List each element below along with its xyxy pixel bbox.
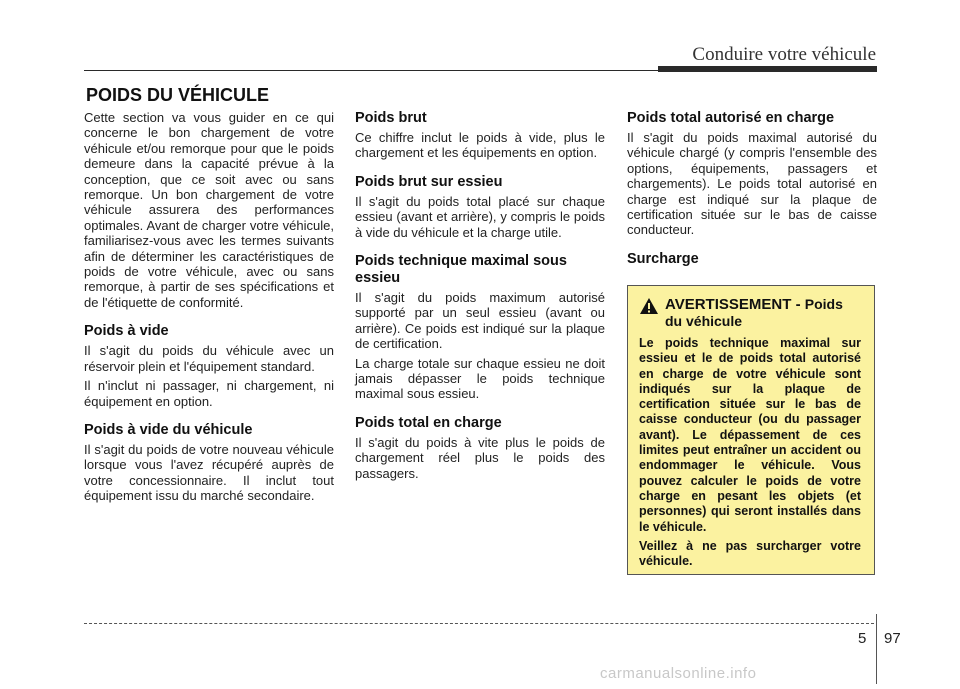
warning-paragraph-1: Le poids technique maximal sur essieu et le de poids total autorisé en charge de votre véhicule sont indiqués sur la plaque de certification située sur le bas de caisse conducteur (ou du passager avant). Le dépassement de ces limites peut entraîner un accident ou endommager le véhicule. Vous pouvez calculer le poids de votre charge en pesant les objets (et personnes) qui seront installés dans le véhicule. (639, 336, 861, 534)
warning-subtitle: Poids du véhicule (665, 296, 843, 329)
footer-dashed-rule (84, 623, 874, 624)
column-3 (627, 110, 877, 271)
heading-poids-brut-essieu: Poids brut sur essieu (355, 173, 503, 190)
chapter-title: Conduire votre véhicule (692, 44, 876, 65)
paragraph-poids-a-vide-vehicule: Il s'agit du poids de votre nouveau véhicule lorsque vous l'avez récupéré auprès de votre concessionnaire. Il inclut tout équipement issu du marché secondaire. (84, 441, 334, 504)
heading-poids-total-charge: Poids total en charge (355, 414, 502, 431)
paragraph-poids-a-vide-2: Il n'inclut ni passager, ni chargement, ni équipement en option. (84, 378, 334, 409)
paragraph-poids-total-charge: Il s'agit du poids à vite plus le poids de chargement réel plus le poids des passagers. (355, 434, 605, 481)
warning-triangle-icon (639, 297, 659, 315)
warning-header (639, 296, 861, 330)
warning-box (627, 285, 875, 575)
paragraph-poids-brut: Ce chiffre inclut le poids à vide, plus le chargement et les équipements en option. (355, 130, 605, 161)
heading-poids-a-vide: Poids à vide (84, 323, 169, 340)
intro-paragraph: Cette section va vous guider en ce qui concerne le bon chargement de votre véhicule et/ou remorque pour que le poids demeure dans la capacité prévue à la conception, que ce soit avec ou sans remorque. Un bon chargement de votre véhicule assurera des performances optimales. Avant de charger votre véhicule, familiarisez-vous avec les termes suivants afin de déterminer les caractéristiques de poids de votre véhicule, avec ou sans remorque, à partir de ses spécifications et de l'étiquette de conformité. (84, 110, 334, 310)
chapter-number: 5 (858, 630, 867, 647)
page-number-divider (876, 614, 877, 684)
column-1 (84, 110, 334, 508)
paragraph-poids-a-vide-1: Il s'agit du poids du véhicule avec un réservoir plein et l'équipement standard. (84, 343, 334, 374)
heading-poids-autorise: Poids total autorisé en charge (627, 110, 835, 126)
paragraph-poids-technique-2: La charge totale sur chaque essieu ne doit jamais dépasser le poids technique maximal sous essieu. (355, 355, 605, 402)
heading-surcharge: Surcharge (627, 250, 699, 267)
header-rule-thin (84, 70, 658, 71)
heading-poids-brut: Poids brut (355, 110, 427, 126)
heading-poids-a-vide-vehicule: Poids à vide du véhicule (84, 421, 253, 438)
header-rule-thick (658, 66, 877, 72)
section-title: POIDS DU VÉHICULE (86, 85, 270, 105)
heading-poids-technique: Poids technique maximal sous essieu (355, 253, 567, 287)
page-number: 97 (884, 630, 901, 647)
paragraph-poids-autorise: Il s'agit du poids maximal autorisé du véhicule chargé (y compris l'ensemble des options, équipements, passagers et chargements). Le poids total autorisé en charge est indiqué sur la plaque de certification située sur le bas de caisse conducteur. (627, 130, 877, 238)
column-2 (355, 110, 605, 485)
paragraph-poids-brut-essieu: Il s'agit du poids total placé sur chaque essieu (avant et arrière), y compris le poids à vide du véhicule et la charge utile. (355, 193, 605, 240)
warning-title (665, 296, 861, 330)
warning-paragraph-2: Veillez à ne pas surcharger votre véhicule. (639, 538, 861, 569)
watermark-text: carmanualsonline.info (600, 665, 757, 682)
paragraph-poids-technique-1: Il s'agit du poids maximum autorisé supporté par un seul essieu (avant ou arrière). Ce poids est indiqué sur la plaque de certification. (355, 290, 605, 352)
warning-title-label: AVERTISSEMENT - (665, 296, 801, 313)
